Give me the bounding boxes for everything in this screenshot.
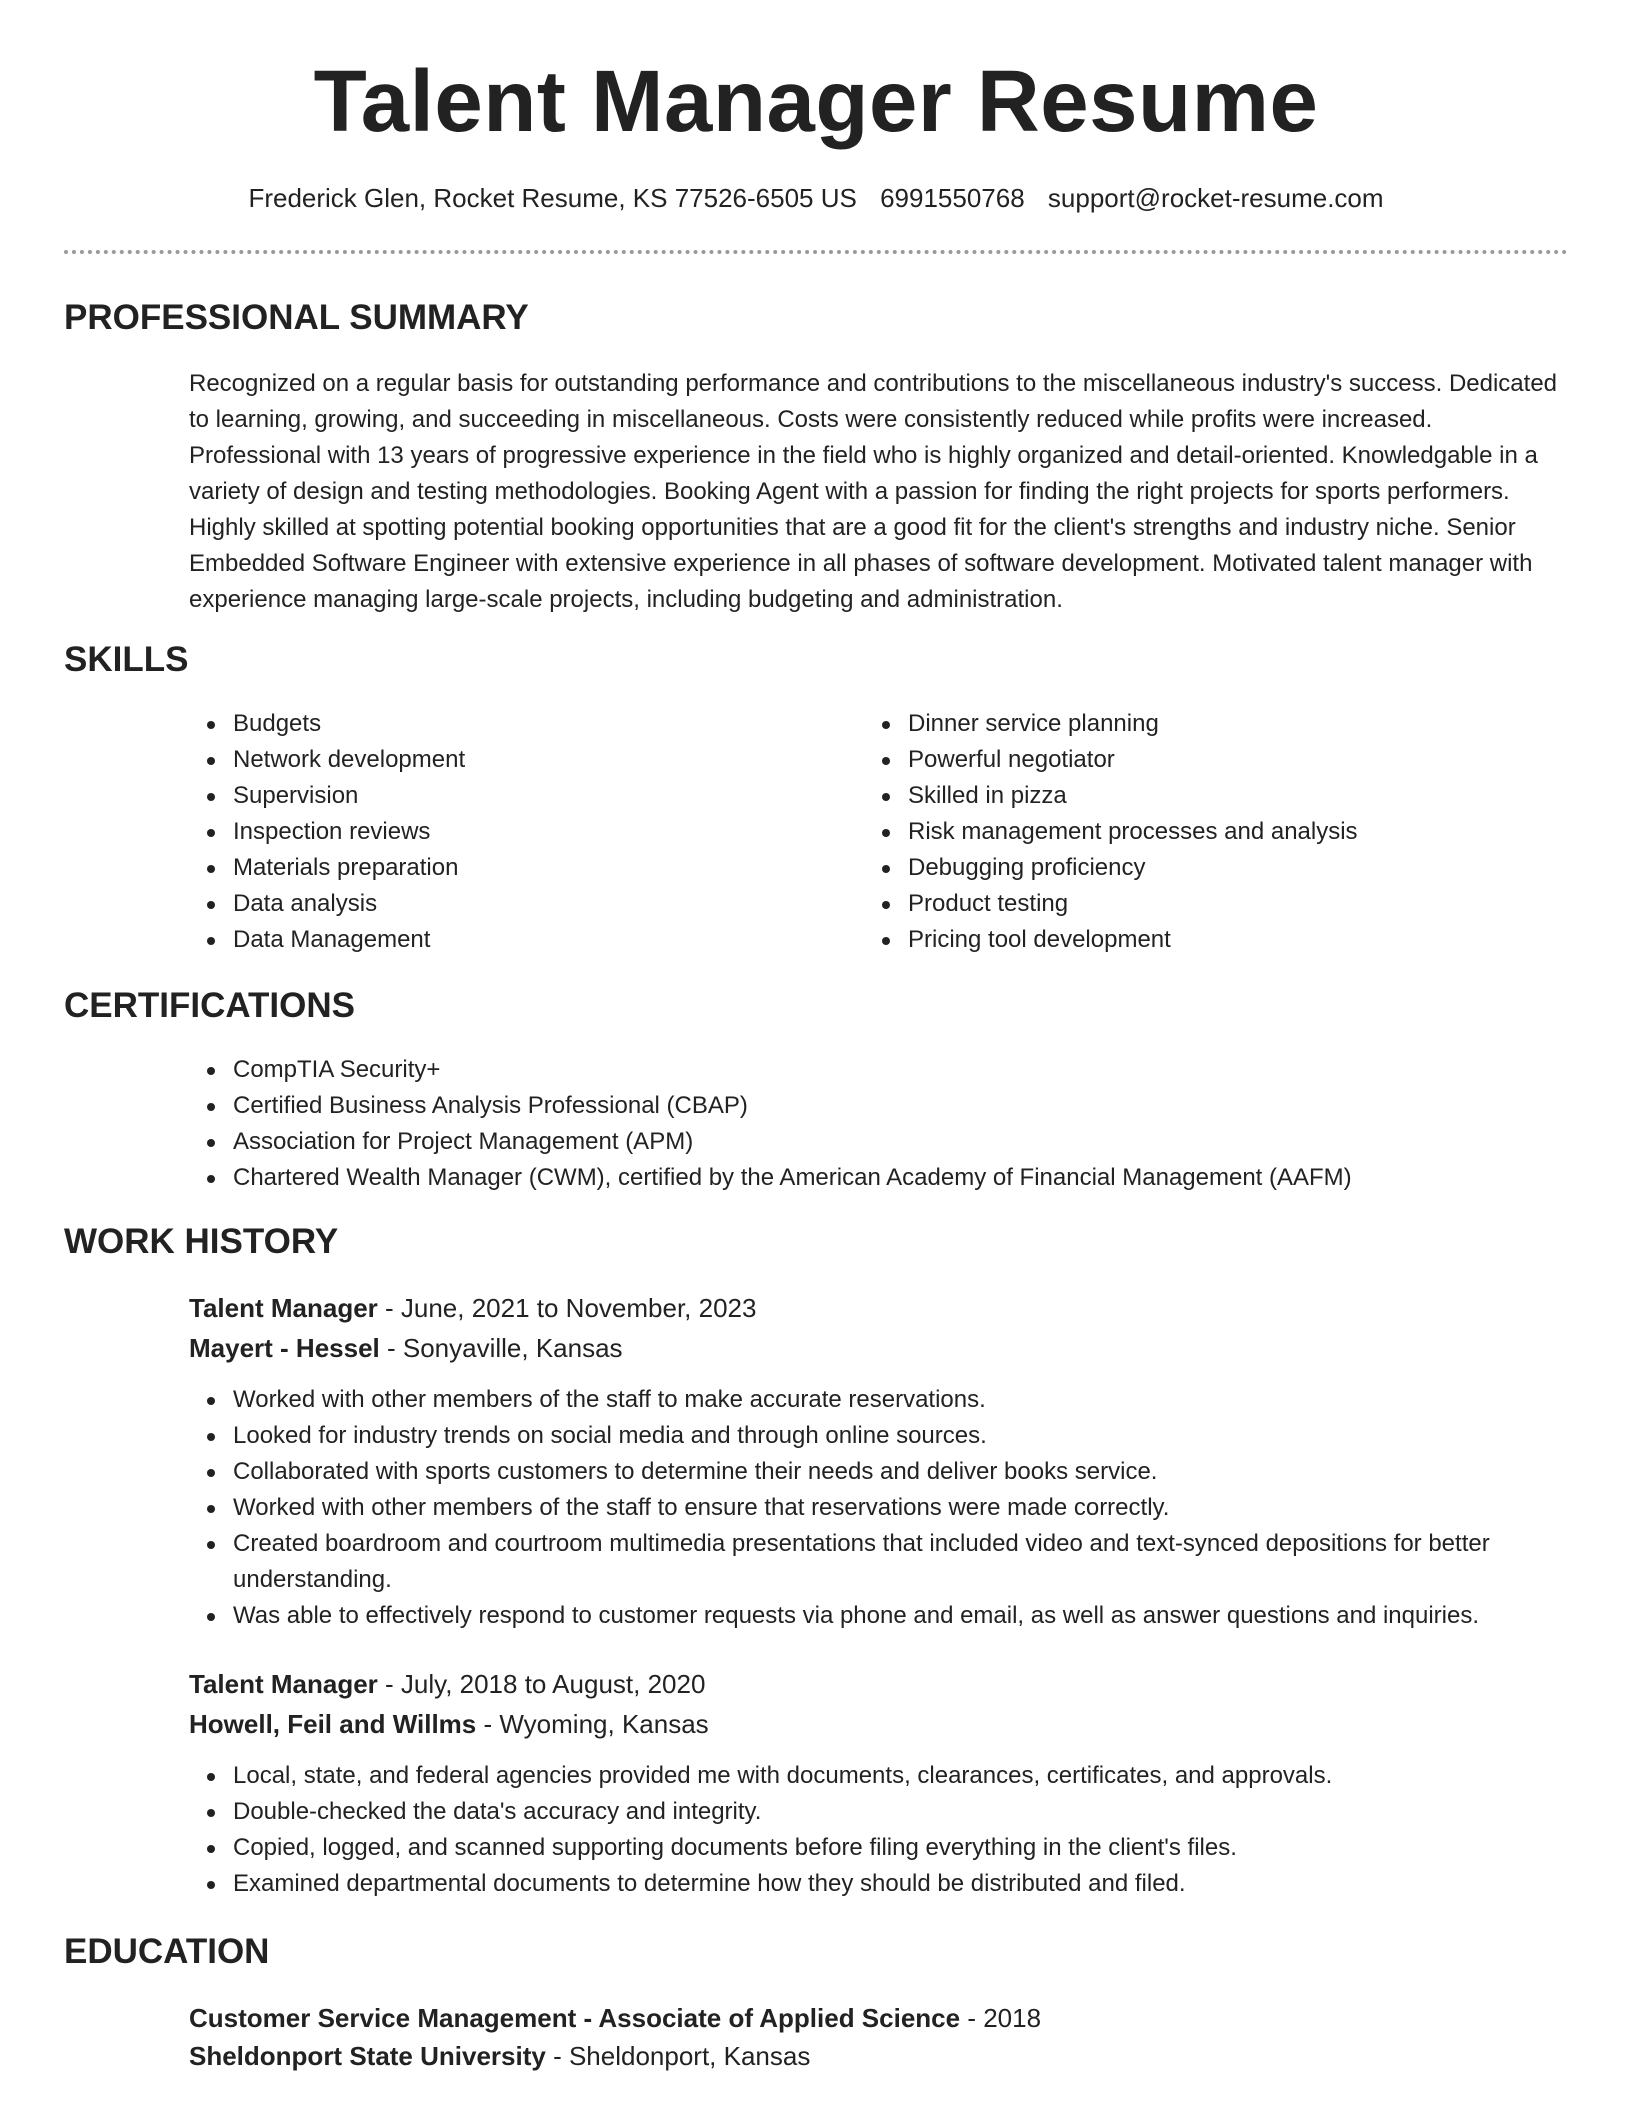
certification-item: Chartered Wealth Manager (CWM), certified by the American Academy of Financial Management (AAFM): [189, 1160, 1569, 1196]
job-duty: Double-checked the data's accuracy and integrity.: [189, 1794, 1569, 1830]
certifications-list: [189, 1052, 1569, 1196]
skill-item: Dinner service planning: [864, 706, 1564, 742]
job-duty: Worked with other members of the staff to make accurate reservations.: [189, 1382, 1569, 1418]
skill-item: Data analysis: [189, 886, 849, 922]
job-duties-list: [189, 1382, 1569, 1634]
skills-list-left: [189, 706, 849, 958]
job-location: - Sonyaville, Kansas: [379, 1333, 623, 1363]
job-duty: Was able to effectively respond to customer requests via phone and email, as well as answer questions and inquiries.: [189, 1598, 1569, 1634]
job-title-line: [189, 1664, 705, 1704]
skill-item: Inspection reviews: [189, 814, 849, 850]
certifications-heading: CERTIFICATIONS: [64, 986, 356, 1025]
contact-address: Frederick Glen, Rocket Resume, KS 77526-6505 US: [248, 183, 857, 213]
skills-heading: SKILLS: [64, 640, 189, 679]
job-title: Talent Manager: [189, 1293, 378, 1323]
job-dates: - July, 2018 to August, 2020: [377, 1669, 706, 1699]
skill-item: Skilled in pizza: [864, 778, 1564, 814]
summary-text: Recognized on a regular basis for outstanding performance and contributions to the miscellaneous industry's success. Dedicated to learning, growing, and succeeding in miscellaneous. Costs were consistently reduced while profits were increased. Professional with 13 years of progressive experience in the field who is highly organized and detail-oriented. Knowledgable in a variety of design and testing methodologies. Booking Agent with a passion for finding the right projects for sports performers. Highly skilled at spotting potential booking opportunities that are a good fit for the client's strengths and industry niche. Senior Embedded Software Engineer with extensive experience in all phases of software development. Motivated talent manager with experience managing large-scale projects, including budgeting and administration.: [189, 370, 1558, 613]
education-degree-line: [189, 1998, 1041, 2038]
skill-item: Product testing: [864, 886, 1564, 922]
job-duty: Local, state, and federal agencies provided me with documents, clearances, certificates, and approvals.: [189, 1758, 1569, 1794]
education-location: - Sheldonport, Kansas: [545, 2041, 811, 2071]
education-year: - 2018: [960, 2003, 1042, 2033]
education-school-line: [189, 2036, 810, 2076]
certification-item: Certified Business Analysis Professional (CBAP): [189, 1088, 1569, 1124]
job-company-line: [189, 1328, 623, 1368]
job-company: Mayert - Hessel: [189, 1333, 380, 1363]
job-duty: Collaborated with sports customers to determine their needs and deliver books service.: [189, 1454, 1569, 1490]
education-degree: Customer Service Management - Associate of Applied Science: [189, 2003, 961, 2033]
skill-item: Network development: [189, 742, 849, 778]
skill-item: Risk management processes and analysis: [864, 814, 1564, 850]
skill-item: Budgets: [189, 706, 849, 742]
job-title: Talent Manager: [189, 1669, 378, 1699]
contact-line: [0, 180, 1632, 216]
skill-item: Supervision: [189, 778, 849, 814]
job-duties-list: [189, 1758, 1569, 1902]
job-duty: Looked for industry trends on social media and through online sources.: [189, 1418, 1569, 1454]
job-duty: Copied, logged, and scanned supporting documents before filing everything in the client's files.: [189, 1830, 1569, 1866]
work-history-heading: WORK HISTORY: [64, 1222, 339, 1261]
skills-list-right: [864, 706, 1564, 958]
job-duty: Examined departmental documents to determine how they should be distributed and filed.: [189, 1866, 1569, 1902]
education-school: Sheldonport State University: [189, 2041, 546, 2071]
job-location: - Wyoming, Kansas: [476, 1709, 709, 1739]
certification-item: Association for Project Management (APM): [189, 1124, 1569, 1160]
job-duty: Created boardroom and courtroom multimedia presentations that included video and text-synced depositions for better understanding.: [189, 1526, 1569, 1598]
contact-phone: 6991550768: [880, 183, 1025, 213]
skill-item: Debugging proficiency: [864, 850, 1564, 886]
header-divider: [64, 250, 1568, 254]
education-heading: EDUCATION: [64, 1932, 270, 1971]
skill-item: Data Management: [189, 922, 849, 958]
job-title-line: [189, 1288, 756, 1328]
job-company: Howell, Feil and Willms: [189, 1709, 477, 1739]
skill-item: Pricing tool development: [864, 922, 1564, 958]
page-title: Talent Manager Resume: [313, 53, 1319, 150]
skill-item: Powerful negotiator: [864, 742, 1564, 778]
job-duty: Worked with other members of the staff to ensure that reservations were made correctly.: [189, 1490, 1569, 1526]
summary-heading: PROFESSIONAL SUMMARY: [64, 298, 529, 337]
skill-item: Materials preparation: [189, 850, 849, 886]
job-company-line: [189, 1704, 709, 1744]
certification-item: CompTIA Security+: [189, 1052, 1569, 1088]
contact-email: support@rocket-resume.com: [1047, 183, 1384, 213]
job-dates: - June, 2021 to November, 2023: [377, 1293, 757, 1323]
